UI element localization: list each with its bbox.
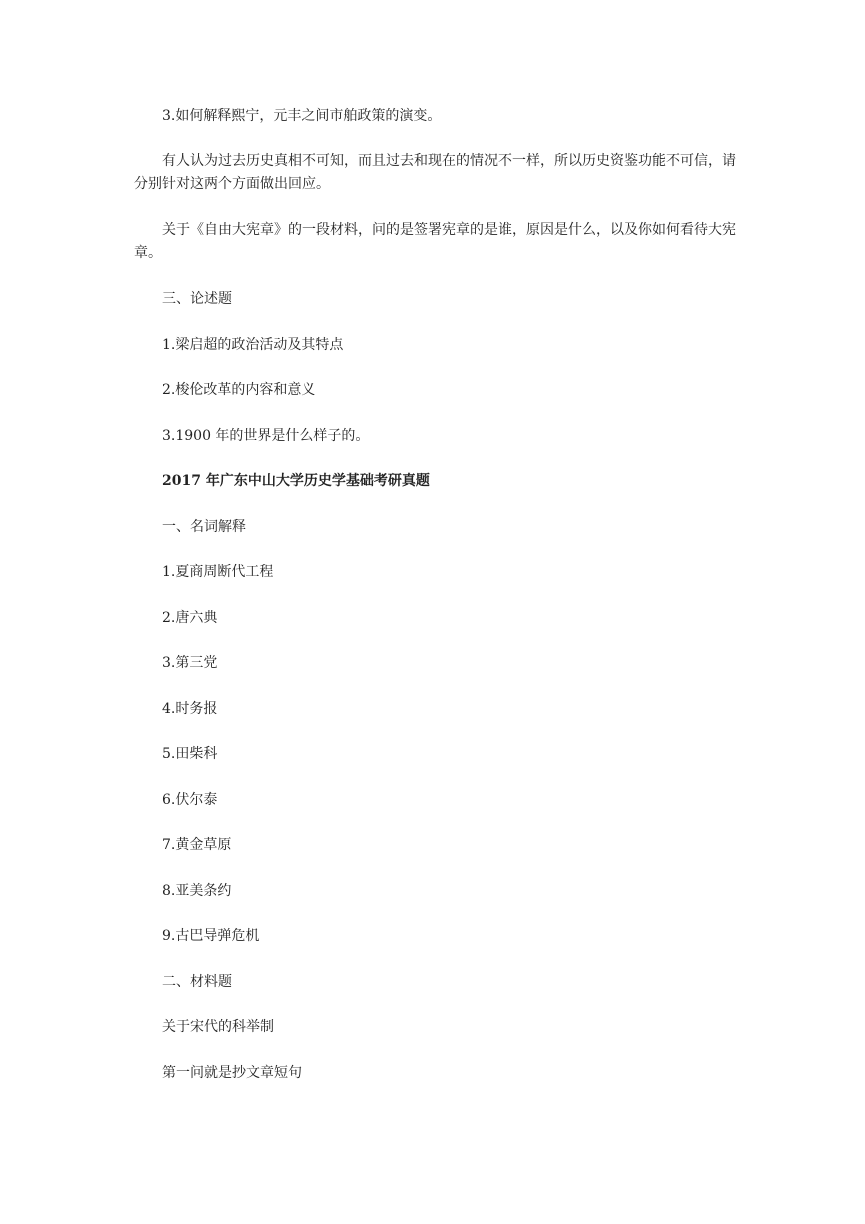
term-item-4: 4.时务报: [162, 701, 218, 717]
term-item-1: 1.夏商周断代工程: [162, 564, 274, 580]
question-magna-carta: 关于《自由大宪章》的一段材料，问的是签署宪章的是谁，原因是什么，以及你如何看待大宪章。: [134, 222, 736, 261]
essay-item-3: 3.1900 年的世界是什么样子的。: [162, 428, 370, 444]
essay-item-2: 2.梭伦改革的内容和意义: [162, 382, 316, 398]
exam-title-2017: 2017 年广东中山大学历史学基础考研真题: [162, 473, 430, 489]
term-item-6: 6.伏尔泰: [162, 792, 218, 808]
section-heading-terms: 一、名词解释: [162, 519, 246, 535]
section-heading-essay: 三、论述题: [162, 291, 232, 307]
essay-item-1: 1.梁启超的政治活动及其特点: [162, 337, 344, 353]
term-item-9: 9.古巴导弹危机: [162, 928, 260, 944]
section-heading-material: 二、材料题: [162, 974, 232, 990]
term-item-2: 2.唐六典: [162, 610, 218, 626]
material-topic: 关于宋代的科举制: [162, 1019, 274, 1035]
question-historical-truth: 有人认为过去历史真相不可知，而且过去和现在的情况不一样，所以历史资鉴功能不可信，请分别针对这两个方面做出回应。: [134, 153, 736, 192]
term-item-5: 5.田柴科: [162, 746, 218, 762]
term-item-8: 8.亚美条约: [162, 883, 232, 899]
material-question-1: 第一问就是抄文章短句: [162, 1065, 302, 1081]
question-3-shibo-policy: 3.如何解释熙宁，元丰之间市舶政策的演变。: [162, 108, 442, 124]
term-item-3: 3.第三党: [162, 655, 218, 671]
term-item-7: 7.黄金草原: [162, 837, 232, 853]
